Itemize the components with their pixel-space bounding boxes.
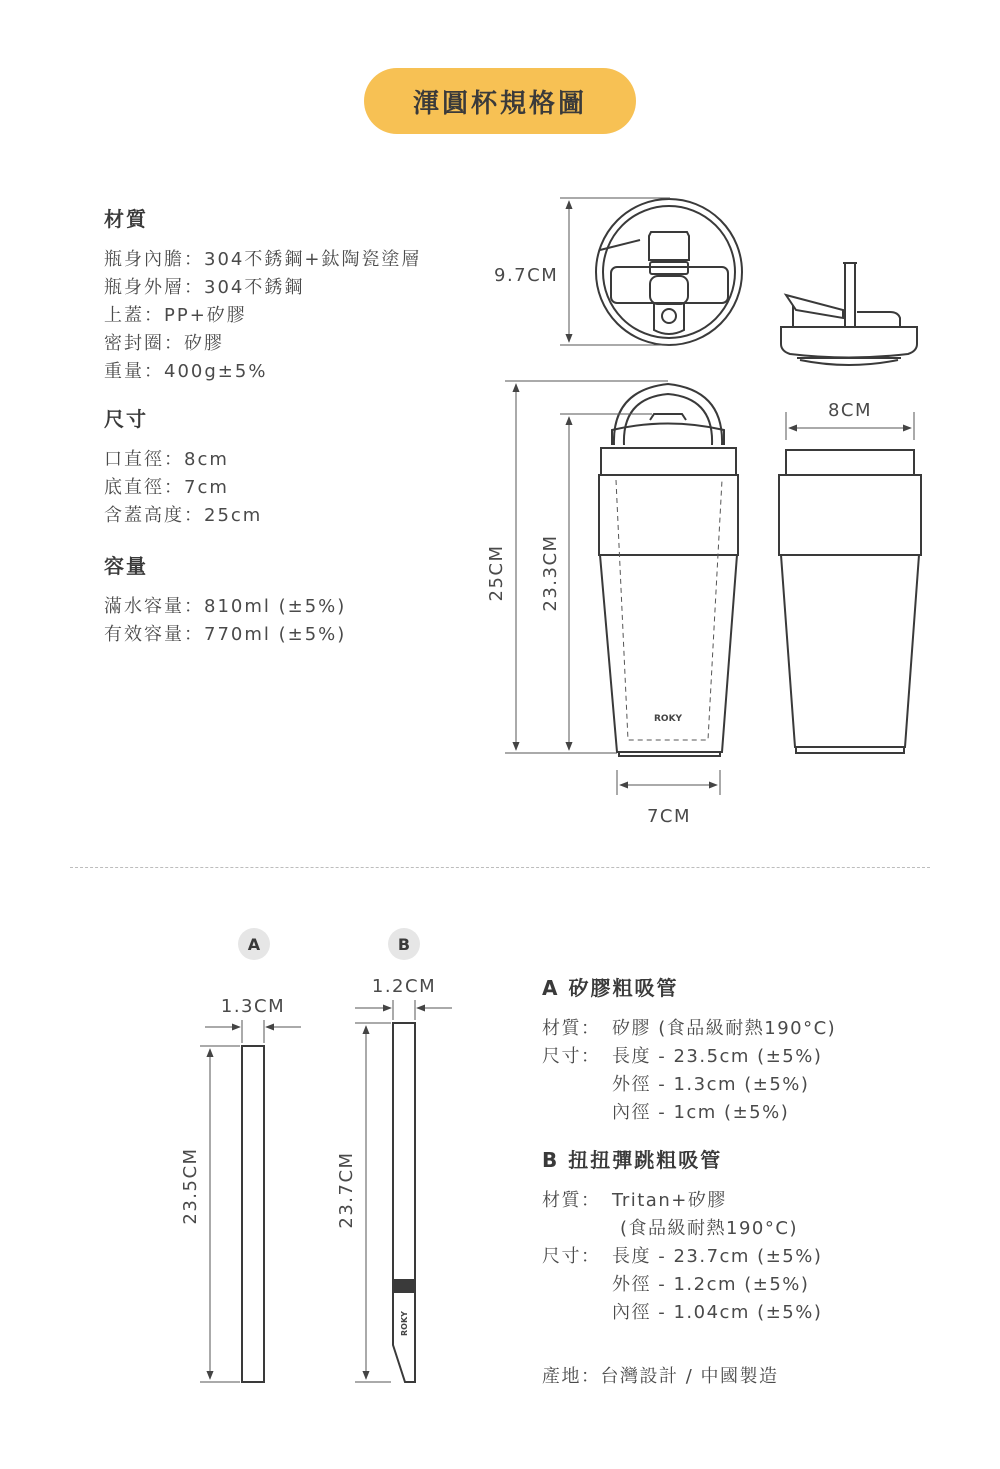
section-divider — [70, 867, 930, 868]
cup-side-view — [779, 450, 921, 753]
straw-b-badge: B — [388, 928, 420, 960]
spec-line: 瓶身外層：304不銹鋼 — [104, 277, 305, 298]
straw-b-length-label: 23.7CM — [336, 1151, 357, 1229]
straw-b-shape — [393, 1023, 415, 1382]
spec-line: 上蓋：PP+矽膠 — [104, 305, 247, 326]
straw-a-title: A 矽膠粗吸管 — [542, 976, 679, 1000]
size-label: 尺寸： — [542, 1246, 601, 1267]
cup-front-view — [599, 384, 738, 756]
spec-line: 底直徑：7cm — [104, 477, 229, 498]
size-heading: 尺寸 — [104, 407, 148, 431]
size-line: 外徑 - 1.2cm (±5%) — [612, 1274, 810, 1295]
straw-b-info — [542, 1144, 822, 1327]
straw-b-brand: ROKY — [400, 1311, 409, 1336]
spec-line: 含蓋高度：25cm — [104, 505, 263, 526]
straw-b-title: B 扭扭彈跳粗吸管 — [542, 1148, 723, 1172]
material-heading: 材質 — [104, 207, 148, 231]
size-line: 長度 - 23.5cm (±5%) — [612, 1046, 823, 1067]
straw-a-shape — [242, 1046, 264, 1382]
material-value: 矽膠 (食品級耐熱190°C) — [612, 1018, 837, 1039]
size-line: 內徑 - 1.04cm (±5%) — [612, 1302, 823, 1323]
size-line: 長度 - 23.7cm (±5%) — [612, 1246, 823, 1267]
material-note: (食品級耐熱190°C) — [620, 1218, 798, 1239]
straw-b-width-label: 1.2CM — [371, 976, 437, 997]
total-height-label: 25CM — [486, 544, 507, 602]
origin-text: 產地：台灣設計 / 中國製造 — [542, 1366, 779, 1387]
lid-side-view — [781, 263, 917, 365]
spec-line: 密封圈：矽膠 — [104, 333, 224, 354]
size-line: 外徑 - 1.3cm (±5%) — [612, 1074, 810, 1095]
spec-line: 滿水容量：810ml (±5%) — [104, 596, 347, 617]
material-label: 材質： — [542, 1018, 601, 1039]
spec-line: 口直徑：8cm — [104, 449, 229, 470]
size-label: 尺寸： — [542, 1046, 601, 1067]
straw-a-width-label: 1.3CM — [220, 996, 286, 1017]
straw-a-badge: A — [238, 928, 270, 960]
page-title: 渾圓杯規格圖 — [364, 68, 636, 134]
capacity-heading: 容量 — [104, 554, 148, 578]
spec-line: 有效容量：770ml (±5%) — [104, 624, 347, 645]
straw-a-length-label: 23.5CM — [180, 1147, 201, 1225]
spec-line: 重量：400g±5% — [104, 361, 268, 382]
size-line: 內徑 - 1cm (±5%) — [612, 1102, 790, 1123]
spec-line: 瓶身內膽：304不銹鋼+鈦陶瓷塗層 — [104, 249, 422, 270]
material-value: Tritan+矽膠 — [612, 1190, 727, 1211]
material-label: 材質： — [542, 1190, 601, 1211]
lid-height-label: 9.7CM — [494, 265, 559, 286]
top-diameter-label: 8CM — [827, 400, 873, 421]
body-height-label: 23.3CM — [540, 534, 561, 612]
brand-logo: ROKY — [654, 714, 683, 724]
lid-top-view — [596, 199, 742, 345]
straw-a-info — [542, 972, 836, 1127]
bottom-diameter-label: 7CM — [646, 806, 692, 827]
